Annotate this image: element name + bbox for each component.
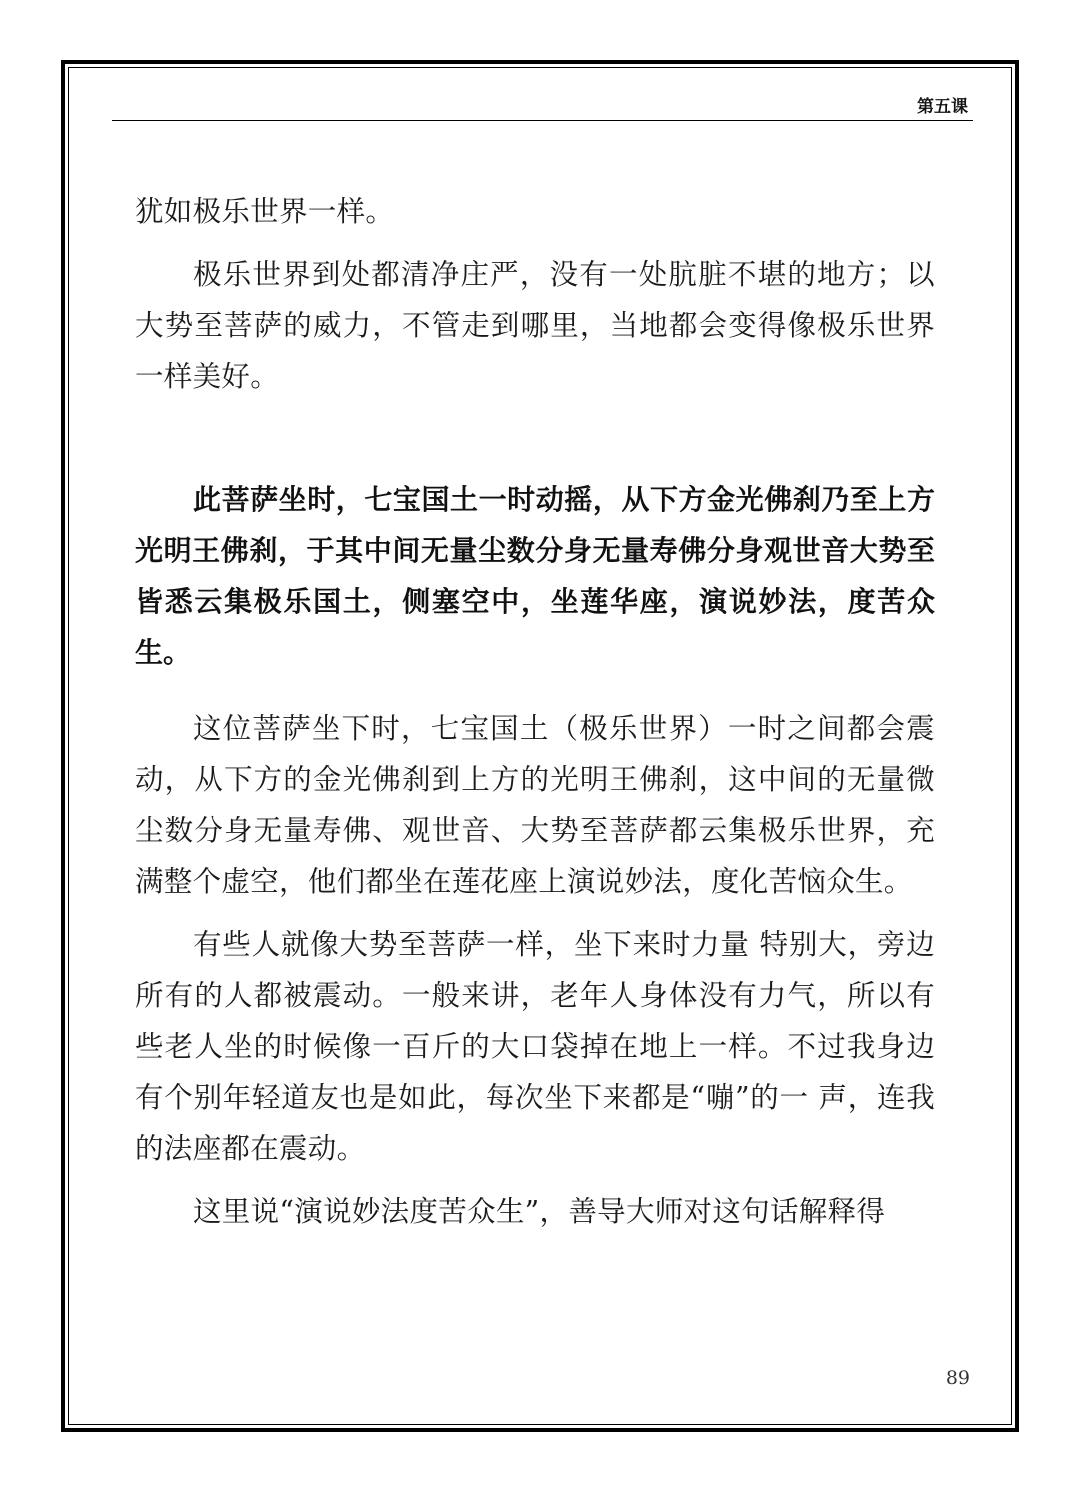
paragraph-continued: 犹如极乐世界一样。 [135,195,395,228]
header-rule [112,120,973,121]
page-number: 89 [945,1367,970,1389]
page-body [135,186,935,1249]
paragraph-pure-land: 极乐世界到处都清净庄严，没有一处肮脏不堪的地方；以大势至菩萨的威力，不管走到哪里，当地都会变得像极乐世界一样美好。 [135,258,935,393]
sutra-quote: 此菩萨坐时，七宝国土一时动摇，从下方金光佛刹乃至上方光明王佛刹，于其中间无量尘数分身无量寿佛分身观世音大势至皆悉云集极乐国土，侧塞空中，坐莲华座，演说妙法，度苦众生。 [135,483,935,669]
commentary-paragraph-2: 有些人就像大势至菩萨一样，坐下来时力量 特别大，旁边所有的人都被震动。一般来讲，老年人身体没有力气，所以有些老人坐的时候像一百斤的大口袋掉在地上一样。不过我身边有个别年轻道友也是如此，每次坐下来都是“嘣”的一 声，连我的法座都在震动。 [135,928,935,1165]
commentary-paragraph-1: 这位菩萨坐下时，七宝国土（极乐世界）一时之间都会震动，从下方的金光佛刹到上方的光明王佛刹，这中间的无量微尘数分身无量寿佛、观世音、大势至菩萨都云集极乐世界，充满整个虚空，他们都坐在莲花座上演说妙法，度化苦恼众生。 [135,712,935,898]
lesson-title: 第五课 [917,97,968,117]
commentary-paragraph-3: 这里说“演说妙法度苦众生”，善导大师对这句话解释得 [193,1195,886,1228]
